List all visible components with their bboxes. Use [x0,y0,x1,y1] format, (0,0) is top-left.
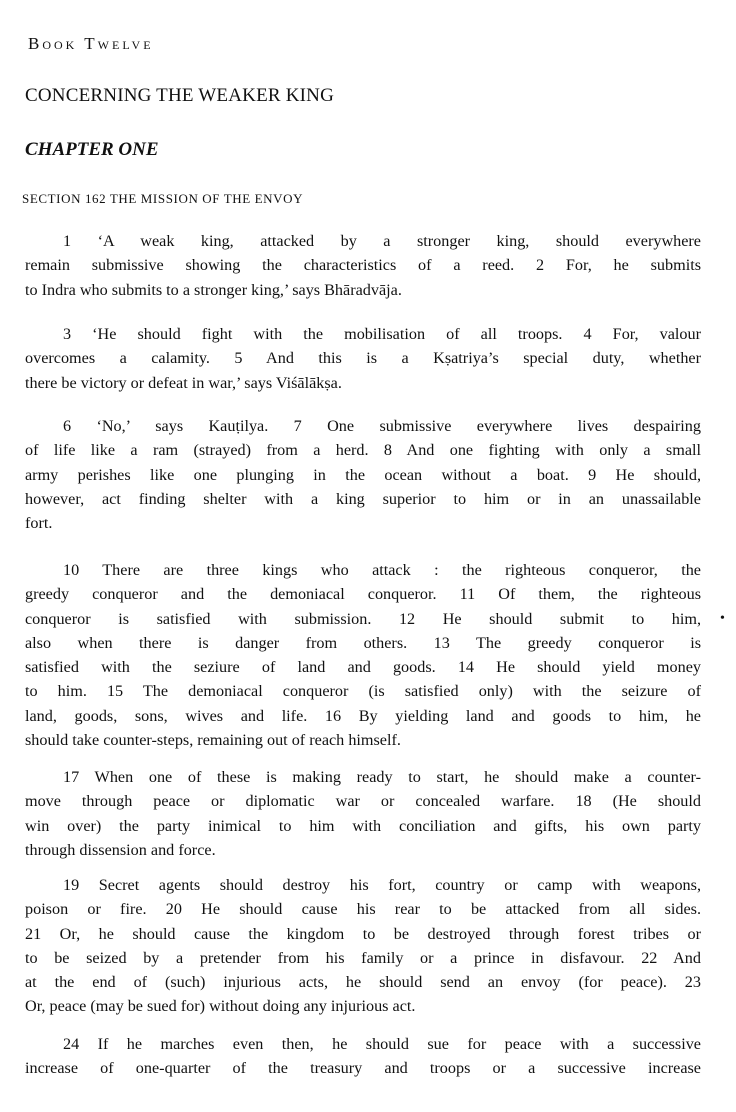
paragraph-3 [25,414,701,535]
chapter-title: CHAPTER ONE [25,139,159,160]
paragraph-5 [25,765,701,862]
text-line: there be victory or defeat in war,’ says Viśālākṣa. [25,373,342,392]
book-title: Book Twelve [28,34,154,53]
text-line: remain submissive showing the characteristics of a reed. 2 For, he submits [25,256,701,275]
paragraph-7 [25,1032,701,1081]
text-line: poison or fire. 20 He should cause his rear to be attacked from all sides. [25,900,701,919]
text-line: move through peace or diplomatic war or concealed warfare. 18 (He should [25,792,701,811]
text-line: land, goods, sons, wives and life. 16 By yielding land and goods to him, he [25,706,701,725]
text-line: increase of one-quarter of the treasury and troops or a successive increase [25,1059,701,1078]
text-line: through dissension and force. [25,840,216,859]
margin-mark: • [720,611,725,626]
text-line: at the end of (such) injurious acts, he should send an envoy (for peace). 23 [25,973,701,992]
text-line: 24 If he marches even then, he should sue for peace with a successive [63,1035,701,1053]
text-line: satisfied with the seziure of land and goods. 14 He should yield money [25,658,701,677]
text-line: 6 ‘No,’ says Kauṭilya. 7 One submissive everywhere lives despairing [63,417,701,435]
text-line: should take counter-steps, remaining out of reach himself. [25,731,401,750]
text-line: to him. 15 The demoniacal conqueror (is satisfied only) with the seizure of [25,682,701,701]
text-line: to be seized by a pretender from his family or a prince in disfavour. 22 And [25,948,701,967]
text-line: 21 Or, he should cause the kingdom to be destroyed through forest tribes or [25,924,701,943]
text-line: 1 ‘A weak king, attacked by a stronger king, should everywhere [63,232,701,250]
paragraph-6 [25,873,701,1019]
text-line: win over) the party inimical to him with conciliation and gifts, his own party [25,816,701,835]
text-line: Or, peace (may be sued for) without doing any injurious act. [25,997,416,1016]
text-line: greedy conqueror and the demoniacal conqueror. 11 Of them, the righteous [25,585,701,604]
text-line: to Indra who submits to a stronger king,’ says Bhāradvāja. [25,280,402,299]
paragraph-1 [25,229,701,302]
text-line: overcomes a calamity. 5 And this is a Kṣatriya’s special duty, whether [25,349,701,368]
text-line: also when there is danger from others. 13 The greedy conqueror is [25,633,701,652]
text-line: of life like a ram (strayed) from a herd. 8 And one fighting with only a small [25,441,701,460]
part-title: CONCERNING THE WEAKER KING [25,85,335,106]
text-line: fort. [25,514,53,533]
text-line: 19 Secret agents should destroy his fort, country or camp with weapons, [63,876,701,894]
paragraph-2 [25,322,701,395]
text-line: 17 When one of these is making ready to start, he should make a counter- [63,768,701,786]
paragraph-4 [25,558,701,752]
text-line: army perishes like one plunging in the ocean without a boat. 9 He should, [25,465,701,484]
text-line: conqueror is satisfied with submission. 12 He should submit to him, [25,609,701,628]
text-line: 10 There are three kings who attack : the righteous conqueror, the [63,561,701,579]
text-line: 3 ‘He should fight with the mobilisation of all troops. 4 For, valour [63,325,701,343]
text-line: however, act finding shelter with a king superior to him or in an unassailable [25,489,701,508]
section-title: SECTION 162 THE MISSION OF THE ENVOY [22,191,304,206]
